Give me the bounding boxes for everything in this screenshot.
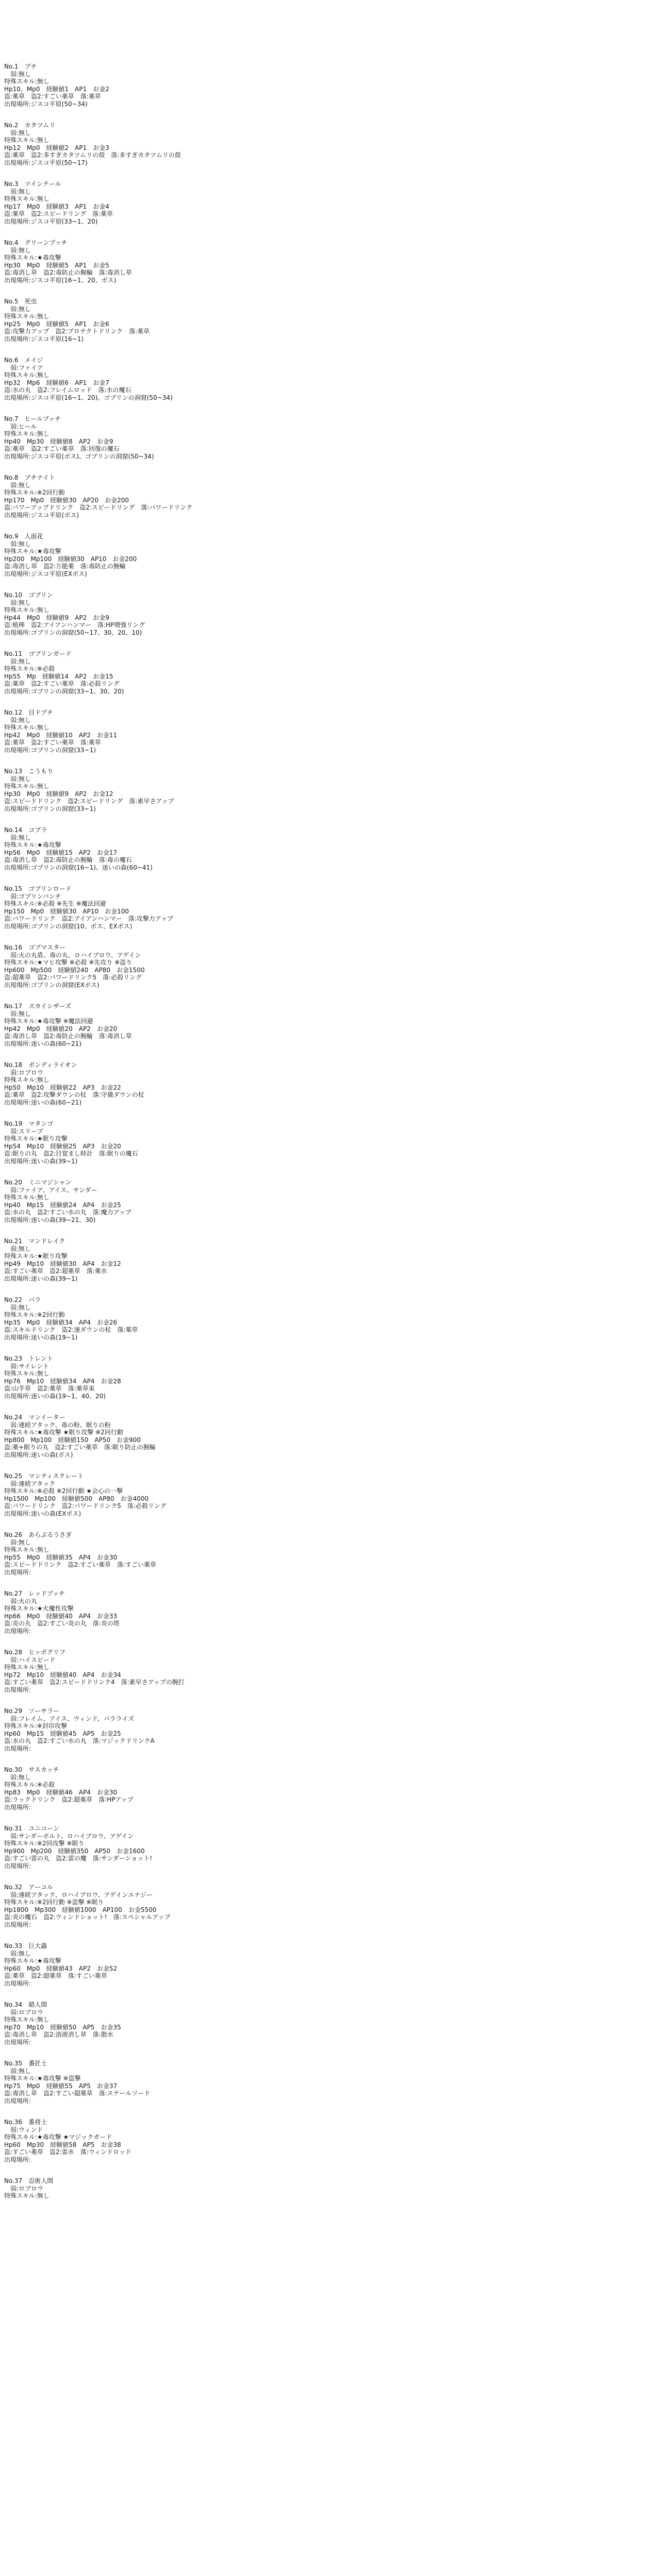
enemy-entry-line: Hp42 Mp0 経験値10 AP2 お金11 [4, 731, 118, 739]
enemy-entry-line: Hp56 Mp0 経験値15 AP2 お金17 [4, 849, 118, 856]
enemy-entry-line: Hp1500 Mp100 経験値500 AP80 お金4000 [4, 1495, 149, 1502]
enemy-entry-line: 特殊スキル:※必殺 ※2回行動 ★会心の一撃 [4, 1487, 123, 1495]
enemy-entry-line: Hp600 Mp500 経験値240 AP80 お金1500 [4, 966, 145, 974]
enemy-entry-line: Hp12 Mp0 経験値2 AP1 お金3 [4, 144, 109, 151]
enemy-entry-line: 出現場所: [4, 1686, 31, 1693]
enemy-entry [4, 357, 662, 401]
enemy-entry-line: 特殊スキル:★毒攻撃 ★マジックガード [4, 2133, 112, 2141]
enemy-entry-line: 特殊スキル:無し [4, 1546, 49, 1553]
enemy-entry-title: No.35 番匠士 [4, 2060, 47, 2067]
enemy-entry-line: 弱:無し [10, 129, 31, 137]
enemy-entry-line: 特殊スキル:※2回行動 [4, 1311, 65, 1318]
enemy-entry-line: 出現場所: [4, 1803, 31, 1811]
enemy-entry [4, 1355, 662, 1400]
enemy-entry-title: No.19 マタンゴ [4, 1120, 54, 1127]
enemy-entry-line: 弱:サイレント [10, 1362, 49, 1370]
enemy-entry-line: 盗:水の丸 盗2:すごい水の丸 落:魔力アップ [4, 1209, 131, 1216]
enemy-entry-line: 出現場所:ジスコ平原(16~1、20)、ゴブリンの洞窟(50~34) [4, 394, 173, 401]
enemy-entry-line: 特殊スキル:※必殺 [4, 665, 55, 672]
enemy-entry-line: Hp200 Mp100 経験値30 AP10 お金200 [4, 555, 137, 563]
enemy-entry-line: 出現場所:迷いの森(60~21) [4, 1098, 82, 1106]
enemy-entry [4, 1707, 662, 1752]
enemy-entry-line: Hp50 Mp10 経験値22 AP3 お金22 [4, 1083, 121, 1091]
enemy-entry-line: 弱:無し [10, 775, 31, 783]
enemy-entry-line: 盗:すごい薬草 盗2:超薬草 落:薬水 [4, 1267, 107, 1275]
enemy-entry-line: Hp66 Mp0 経験値40 AP4 お金33 [4, 1612, 118, 1620]
enemy-entry [4, 1414, 662, 1459]
enemy-entry [4, 826, 662, 871]
enemy-entry [4, 1179, 662, 1224]
enemy-entry-line: 弱:ゴブリンバンチ [10, 892, 61, 900]
enemy-entry-title: No.4 グリーンブッチ [4, 239, 68, 246]
enemy-entry-line: 弱:連続アタック [10, 1480, 56, 1487]
enemy-entry-line: 盗:すごい雷の丸 盗2:雷の魔 落:サンダーショット! [4, 1855, 153, 1862]
enemy-entry-line: 特殊スキル:無し [4, 195, 49, 202]
enemy-entry [4, 415, 662, 460]
enemy-entry-line: 特殊スキル:無し [4, 606, 49, 614]
enemy-entry [4, 885, 662, 930]
enemy-entry [4, 2060, 662, 2105]
enemy-entry-line: 弱:ヒール [10, 422, 37, 430]
enemy-entry [4, 650, 662, 695]
enemy-entry-line: 特殊スキル:★マヒ攻撃 ※必殺 ※先攻り ※盗り [4, 959, 133, 966]
enemy-entry-title: No.37 忍術人間 [4, 2177, 54, 2184]
enemy-entry-line: 出現場所: [4, 2097, 31, 2105]
enemy-entry-line: 特殊スキル:★毒攻撃 [4, 841, 61, 849]
enemy-entry [4, 298, 662, 343]
enemy-entry [4, 2119, 662, 2163]
enemy-entry-line: Hp35 Mp0 経験値34 AP4 お金26 [4, 1318, 118, 1326]
enemy-entry-line: 出現場所: [4, 2156, 31, 2163]
enemy-entry-line: 出現場所:迷いの森(60~21) [4, 1040, 82, 1047]
enemy-entry-line: 盗:炎の丸 盗2:すごい炎の丸 落:炎の塔 [4, 1620, 120, 1627]
enemy-entry-line: 出現場所: [4, 1744, 31, 1752]
enemy-entry-title: No.26 あらぶるうさぎ [4, 1531, 72, 1538]
enemy-entry-line: 盗:すごい薬草 盗2:雷水 落:ウィンドロッド [4, 2148, 131, 2156]
enemy-entry-line: 盗:スキルドリンク 盗2:速ダウンの杖 落:薬草 [4, 1326, 138, 1333]
enemy-entry-title: No.13 こうもり [4, 768, 54, 775]
enemy-entry-line: 盗:水の丸 盗2:フレイムロッド 落:水の魔石 [4, 386, 131, 394]
enemy-entry-line: Hp70 Mp10 経験値50 AP5 お金35 [4, 2023, 121, 2031]
enemy-entry-line: 特殊スキル:★毒攻撃 ※盗撃 [4, 2075, 81, 2082]
enemy-entry-line: 出現場所:ゴブリンの洞窟(EXボス) [4, 981, 100, 989]
enemy-entry-line: 出現場所:ジスコ平原(50~34) [4, 100, 88, 108]
enemy-entry [4, 944, 662, 989]
enemy-entry-line: 特殊スキル:無し [4, 2192, 49, 2199]
enemy-entry-line: 出現場所:ジスコ平原(ボス) [4, 511, 79, 519]
enemy-entry [4, 1296, 662, 1341]
enemy-entry-line: 弱:無し [10, 716, 31, 724]
enemy-entry-line: 弱:ハイスピード [10, 1656, 56, 1664]
enemy-entry-line: 弱:フレイム、アイス、ウィンド、バラライズ [10, 1715, 135, 1722]
enemy-entry-title: No.34 錯人間 [4, 2001, 47, 2008]
enemy-entry-line: 盗:毒消し草 盗2:溶液消し草 落:散水 [4, 2031, 113, 2038]
enemy-entry-line: 特殊スキル:無し [4, 1194, 49, 1201]
enemy-entry-line: 弱:無し [10, 481, 31, 489]
enemy-entry-line: 盗:ラックドリンク 盗2:超薬草 落:HPアップ [4, 1796, 134, 1803]
enemy-entry-line: Hp83 Mp0 経験値46 AP4 お金30 [4, 1788, 118, 1796]
enemy-entry-line: 特殊スキル:無し [4, 78, 49, 85]
enemy-entry-title: No.17 スカイシザーズ [4, 1003, 72, 1010]
enemy-entry-line: 盗:炎の魔石 盗2:ウィンドショット! 落:スペシャルアップ [4, 1913, 171, 1921]
enemy-entry [4, 1942, 662, 1987]
enemy-entry-line: Hp60 Mp30 経験値58 AP5 お金38 [4, 2141, 121, 2148]
enemy-entry-line: 盗:薬草 盗2:すごい薬草 落:必殺リング [4, 680, 120, 687]
enemy-entry-line: 盗:パワーアップドリンク 盗2:スピードリング 落:パワードリンク [4, 504, 193, 511]
enemy-entry [4, 2001, 662, 2046]
enemy-entry-line: 盗:薬草 盗2:すごい薬草 落:薬草 [4, 739, 101, 746]
enemy-entry-line: 出現場所:ゴブリンの洞窟(16~1)、迷いの森(60~41) [4, 863, 153, 871]
enemy-entry-title: No.6 メイジ [4, 357, 43, 364]
enemy-entry-line: 出現場所: [4, 1862, 31, 1870]
enemy-entry-title: No.8 ブチナイト [4, 474, 55, 481]
enemy-entry-line: 盗:薬草 盗2:すごい薬草 落:薬草 [4, 93, 101, 100]
enemy-entry-line: 盗:植棒 盗2:アイアンハンマー 落:HP増強リング [4, 621, 145, 629]
enemy-entry-line: 弱:ロブロウ [10, 2184, 44, 2192]
enemy-entry-title: No.24 マンイーター [4, 1414, 65, 1421]
enemy-entry-line: 弱:無し [10, 657, 31, 665]
enemy-entry [4, 63, 662, 108]
enemy-entry-line: Hp72 Mp10 経験値40 AP4 お金34 [4, 1671, 121, 1679]
enemy-entry-line: 弱:連続アタック、毒の粉、眠りの粉 [10, 1421, 111, 1429]
enemy-entry-line: 弱:サンダーボルト、ロハイブロウ、アゲイン [10, 1832, 134, 1840]
enemy-entry-title: No.30 サスカッチ [4, 1766, 59, 1773]
enemy-entry-line: 弱:ファイア、アイス、サンダー [10, 1186, 97, 1194]
enemy-list [4, 63, 662, 2200]
enemy-entry-line: 特殊スキル:★毒攻撃 [4, 548, 61, 555]
enemy-entry-line: 出現場所:ゴブリンの洞窟(10、ボス、EXボス) [4, 922, 133, 930]
enemy-entry-title: No.33 巨大蟲 [4, 1942, 47, 1950]
enemy-entry-title: No.10 ゴブリン [4, 591, 53, 599]
enemy-entry-title: No.28 ヒッポグリフ [4, 1649, 65, 1656]
enemy-entry-line: Hp900 Mp200 経験値350 AP50 お金1600 [4, 1847, 145, 1855]
enemy-entry [4, 1061, 662, 1106]
enemy-entry-line: 弱:無し [10, 2067, 31, 2075]
enemy-entry-title: No.20 ミニマジシャン [4, 1179, 72, 1186]
enemy-entry-line: 出現場所:迷いの森(39~21、30) [4, 1216, 96, 1224]
enemy-entry-line: Hp42 Mp0 経験値20 AP2 お金20 [4, 1025, 118, 1032]
enemy-entry-line: Hp32 Mp6 経験値6 AP1 お金7 [4, 379, 109, 386]
enemy-entry-line: 出現場所:迷いの森(19~1、40、20) [4, 1392, 106, 1400]
enemy-entry-title: No.36 番将士 [4, 2119, 47, 2126]
enemy-entry [4, 1472, 662, 1517]
enemy-entry-line: Hp76 Mp10 経験値34 AP4 お金28 [4, 1377, 121, 1385]
enemy-entry-line: Hp17 Mp0 経験値3 AP1 お金4 [4, 202, 109, 210]
enemy-entry-line: Hp150 Mp0 経験値30 AP10 お金100 [4, 907, 129, 915]
enemy-entry-line: 弱:無し [10, 540, 31, 548]
enemy-entry-line: Hp800 Mp100 経験値150 AP50 お金900 [4, 1436, 141, 1444]
enemy-entry-title: No.7 ヒールブッチ [4, 415, 61, 422]
enemy-entry-line: 出現場所: [4, 1627, 31, 1635]
enemy-entry-title: No.14 コブラ [4, 826, 47, 834]
enemy-entry [4, 1884, 662, 1928]
enemy-entry-line: 特殊スキル:※必殺 [4, 1781, 55, 1788]
enemy-entry-title: No.21 マンドレイク [4, 1238, 65, 1245]
enemy-entry-line: 盗:スピードドリンク 盗2:すごい薬草 落:すごい薬草 [4, 1561, 157, 1568]
enemy-entry-title: No.9 人面花 [4, 533, 43, 540]
enemy-entry-line: 出現場所:ゴブリンの洞窟(50~17、30、20、10) [4, 629, 142, 636]
enemy-entry-title: No.11 ゴブリンガード [4, 650, 72, 657]
enemy-entry-line: 特殊スキル:★毒攻撃 [4, 1957, 61, 1964]
enemy-entry-line: 出現場所:ジスコ平原(50~17) [4, 159, 88, 166]
enemy-entry-line: 盗:薬+眠りの丸 盗2:すごい薬草 落:眠り防止の腕輪 [4, 1444, 156, 1451]
enemy-entry [4, 474, 662, 519]
enemy-entry-line: Hp54 Mp10 経験値25 AP3 お金20 [4, 1142, 121, 1150]
enemy-entry-line: 盗:薬草 盗2:超薬草 落:すごい薬草 [4, 1972, 107, 1979]
enemy-entry-title: No.18 ポンディライオン [4, 1061, 77, 1069]
enemy-entry-line: 弱:ロブロウ [10, 2008, 44, 2016]
enemy-entry-title: No.27 レッドブッチ [4, 1590, 65, 1597]
enemy-entry-line: 特殊スキル:★火魔性攻撃 [4, 1605, 74, 1612]
enemy-entry-line: 特殊スキル:無し [4, 371, 49, 379]
enemy-entry-line: 特殊スキル:★眠り攻撃 [4, 1252, 68, 1260]
enemy-entry-line: Hp170 Mp0 経験値30 AP20 お金200 [4, 496, 129, 504]
enemy-entry-line: 弱:ロブロウ [10, 1069, 44, 1076]
enemy-entry [4, 2177, 662, 2200]
enemy-entry-line: 盗:薬草 盗2:すごい薬草 落:回復の魔石 [4, 445, 120, 452]
enemy-entry [4, 1531, 662, 1576]
enemy-entry-line: Hp75 Mp0 経験値55 AP5 お金37 [4, 2082, 118, 2090]
enemy-entry-line: 特殊スキル:無し [4, 724, 49, 731]
enemy-entry-line: 盗:パワードリンク 盗2:アイアンハンマー 落:攻撃力アップ [4, 915, 173, 922]
enemy-entry-title: No.25 マンティスクレート [4, 1472, 84, 1480]
enemy-entry-line: 特殊スキル:無し [4, 430, 49, 437]
enemy-entry [4, 180, 662, 225]
enemy-entry-line: 特殊スキル:★眠り攻撃 [4, 1135, 68, 1142]
enemy-entry-line: 弱:連続アタック、ロハイブロウ、アゲインエナジー [10, 1891, 153, 1899]
enemy-entry-line: 特殊スキル:無し [4, 313, 49, 320]
enemy-entry-line: 特殊スキル:★毒攻撃 ★眠り攻撃 ※2回行動 [4, 1429, 123, 1436]
enemy-entry-line: 出現場所:迷いの森(19~1) [4, 1333, 78, 1341]
enemy-entry-line: 弱:無し [10, 70, 31, 78]
enemy-entry-title: No.16 ゴブマスター [4, 944, 66, 951]
enemy-entry-line: 出現場所:ジスコ平原(ボス)、ゴブリンの洞窟(50~34) [4, 452, 154, 460]
enemy-entry-line: 盗:山芋草 盗2:薬草 落:薬草束 [4, 1385, 95, 1392]
enemy-entry-line: Hp44 Mp0 経験値9 AP2 お金9 [4, 614, 109, 621]
enemy-entry [4, 1120, 662, 1165]
enemy-entry-line: 出現場所: [4, 2038, 31, 2046]
enemy-entry-line: 盗:パワードリンク 盗2:パワードリンク5 落:必殺リング [4, 1502, 167, 1510]
enemy-entry-line: 出現場所:ゴブリンの洞窟(33~1) [4, 746, 96, 754]
enemy-entry-title: No.12 目ドブチ [4, 709, 53, 716]
enemy-entry-line: 盗:スピードドリンク 盗2:スピードリング 落:素早さアップ [4, 798, 174, 805]
enemy-entry-line: 弱:火の丸盾、毒の丸、ロハイブロウ、アゲイン [10, 951, 141, 959]
enemy-entry-line: 特殊スキル:無し [4, 1664, 49, 1671]
enemy-entry-line: 特殊スキル:※2回攻撃 ※眠り [4, 1840, 85, 1847]
enemy-entry [4, 709, 662, 754]
enemy-entry-line: Hp30 Mp0 経験値5 AP1 お金5 [4, 261, 109, 269]
enemy-entry [4, 1825, 662, 1870]
enemy-entry-line: Hp55 Mp 経験値14 AP2 お金15 [4, 672, 113, 680]
enemy-entry-title: No.22 バラ [4, 1296, 41, 1303]
enemy-entry-title: No.31 ユニコーン [4, 1825, 59, 1832]
enemy-entry-line: Hp60 Mp0 経験値43 AP2 お金52 [4, 1964, 118, 1972]
enemy-entry-line: 出現場所: [4, 1979, 31, 1987]
enemy-entry-line: 弱:ファイア [10, 364, 43, 371]
enemy-entry-line: 出現場所:ゴブリンの洞窟(33~1、30、20) [4, 687, 124, 695]
enemy-entry-line: 盗:薬草 盗2:スピードリング 落:薬草 [4, 210, 113, 217]
enemy-entry-line: 出現場所:ジスコ平原(16~1) [4, 335, 84, 343]
enemy-entry-title: No.29 ソーサラー [4, 1707, 60, 1715]
enemy-entry-line: 出現場所:迷いの森(39~1) [4, 1275, 78, 1282]
enemy-entry-line: 盗:毒消し草 盗2:すごい超薬草 落:ステールソード [4, 2090, 151, 2097]
enemy-entry-line: 盗:眠りの丸 盗2:目覚まし時計 落:眠りの魔石 [4, 1150, 138, 1157]
enemy-entry-line: 盗:毒消し草 盗2:万能薬 落:毒防止の腕輪 [4, 563, 126, 570]
enemy-entry-line: 出現場所:迷いの森(ボス) [4, 1451, 73, 1459]
enemy-entry-line: 特殊スキル:※封印攻撃 [4, 1722, 67, 1730]
enemy-entry-line: 盗:水の丸 盗2:すごい水の丸 落:マジックドリンクA [4, 1737, 155, 1744]
enemy-entry-line: 出現場所: [4, 1568, 31, 1576]
enemy-entry [4, 591, 662, 636]
enemy-entry-line: Hp30 Mp0 経験値9 AP2 お金12 [4, 790, 113, 798]
enemy-entry-line: 弱:無し [10, 246, 31, 254]
enemy-entry-line: 盗:薬草 盗2:攻撃ダウンの杖 落:守備ダウンの杖 [4, 1091, 144, 1098]
enemy-entry-line: 弱:無し [10, 834, 31, 841]
enemy-entry-line: 弱:火の丸 [10, 1597, 38, 1605]
enemy-entry-line: 特殊スキル:※2回行動 ※盗撃 ※眠り [4, 1899, 104, 1906]
enemy-entry [4, 1590, 662, 1635]
enemy-entry-line: 弱:無し [10, 1773, 31, 1781]
enemy-entry-line: 特殊スキル:無し [4, 2016, 49, 2023]
enemy-entry-line: Hp1800 Mp300 経験値1000 AP100 お金5500 [4, 1906, 157, 1913]
enemy-entry [4, 1649, 662, 1693]
enemy-entry-line: 弱:ウィンド [10, 2126, 43, 2133]
enemy-entry-line: 出現場所:ジスコ平原(16~1、20、ボス) [4, 276, 117, 284]
enemy-entry [4, 122, 662, 166]
enemy-entry-line: 弱:無し [10, 1245, 31, 1252]
enemy-entry-line: 出現場所:ジスコ平原(33~1、20) [4, 217, 98, 225]
enemy-entry-line: 弱:スリープ [10, 1127, 43, 1135]
enemy-entry-line: 特殊スキル:※必殺 ※先生 ※魔法回避 [4, 900, 106, 907]
enemy-entry-line: 弱:無し [10, 1010, 31, 1018]
enemy-entry-title: No.3 ツインテール [4, 180, 61, 188]
enemy-entry [4, 239, 662, 284]
enemy-entry-line: Hp55 Mp0 経験値35 AP4 お金30 [4, 1553, 118, 1561]
enemy-entry-line: 弱:無し [10, 1303, 31, 1311]
enemy-entry-line: Hp49 Mp10 経験値30 AP4 お金12 [4, 1260, 121, 1267]
enemy-entry-line: 盗:毒消し草 盗2:毒防止の腕輪 落:毒の魔石 [4, 856, 132, 863]
enemy-entry-line: 盗:薬草 盗2:多すぎカタツムリの殻 落:多すぎカタツムリの殻 [4, 151, 181, 159]
enemy-entry-line: 盗:超薬草 盗2:パワードリンク5 落:必殺リング [4, 974, 142, 981]
enemy-entry-line: Hp10、Mp0 経験値1 AP1 お金2 [4, 85, 109, 93]
enemy-entry-line: 出現場所:ゴブリンの洞窟(33~1) [4, 805, 96, 812]
enemy-entry-line: 盗:毒消し草 盗2:毒防止の腕輪 落:毒消し草 [4, 269, 132, 276]
enemy-entry-line: 特殊スキル:★毒攻撃 [4, 254, 61, 261]
enemy-entry-line: Hp60 Mp15 経験値45 AP5 お金25 [4, 1730, 121, 1737]
enemy-entry-line: 盗:毒消し草 盗2:毒防止の腕輪 落:毒消し草 [4, 1032, 132, 1040]
enemy-entry-title: No.23 トレント [4, 1355, 53, 1362]
enemy-entry-title: No.5 死虫 [4, 298, 37, 305]
enemy-entry-line: 盗:攻撃力アップ 盗2:プロテクトドリンク 落:薬草 [4, 328, 150, 335]
enemy-entry-line: 弱:無し [10, 1950, 31, 1957]
enemy-entry-line: 出現場所:ジスコ平原(EXボス) [4, 570, 87, 578]
enemy-entry-line: 特殊スキル:無し [4, 1076, 49, 1083]
enemy-entry-line: 特殊スキル:無し [4, 783, 49, 790]
enemy-entry-line: Hp25 Mp0 経験値5 AP1 お金6 [4, 320, 109, 328]
enemy-entry [4, 1766, 662, 1811]
enemy-entry-line: 出現場所:迷いの森(39~1) [4, 1157, 78, 1165]
enemy-entry [4, 1003, 662, 1047]
enemy-entry-line: 盗:すごい薬草 盗2:スピードドリンク4 落:素早さアップの腕打 [4, 1679, 185, 1686]
enemy-entry-line: 出現場所:迷いの森(EXボス) [4, 1510, 81, 1517]
enemy-entry-title: No.32 アーコル [4, 1884, 53, 1891]
enemy-entry-line: 特殊スキル:無し [4, 1370, 49, 1377]
enemy-entry-title: No.1 ブチ [4, 63, 37, 70]
enemy-entry-line: 弱:無し [10, 188, 31, 195]
enemy-entry-line: 出現場所: [4, 1921, 31, 1928]
enemy-entry-title: No.2 カタツムリ [4, 122, 56, 129]
enemy-entry-line: Hp40 Mp30 経験値8 AP2 お金9 [4, 437, 113, 445]
enemy-entry-title: No.15 ゴブリンロード [4, 885, 72, 892]
enemy-entry-line: 特殊スキル:無し [4, 137, 49, 144]
enemy-entry-line: 特殊スキル:★毒攻撃 ※魔法回避 [4, 1018, 93, 1025]
enemy-entry [4, 533, 662, 578]
enemy-entry [4, 768, 662, 812]
enemy-entry-line: 弱:無し [10, 1538, 31, 1546]
enemy-entry [4, 1238, 662, 1282]
enemy-entry-line: Hp40 Mp15 経験値24 AP4 お金25 [4, 1201, 121, 1209]
enemy-entry-line: 弱:無し [10, 305, 31, 313]
enemy-entry-line: 弱:無し [10, 599, 31, 606]
enemy-entry-line: 特殊スキル:※2回行動 [4, 489, 65, 496]
